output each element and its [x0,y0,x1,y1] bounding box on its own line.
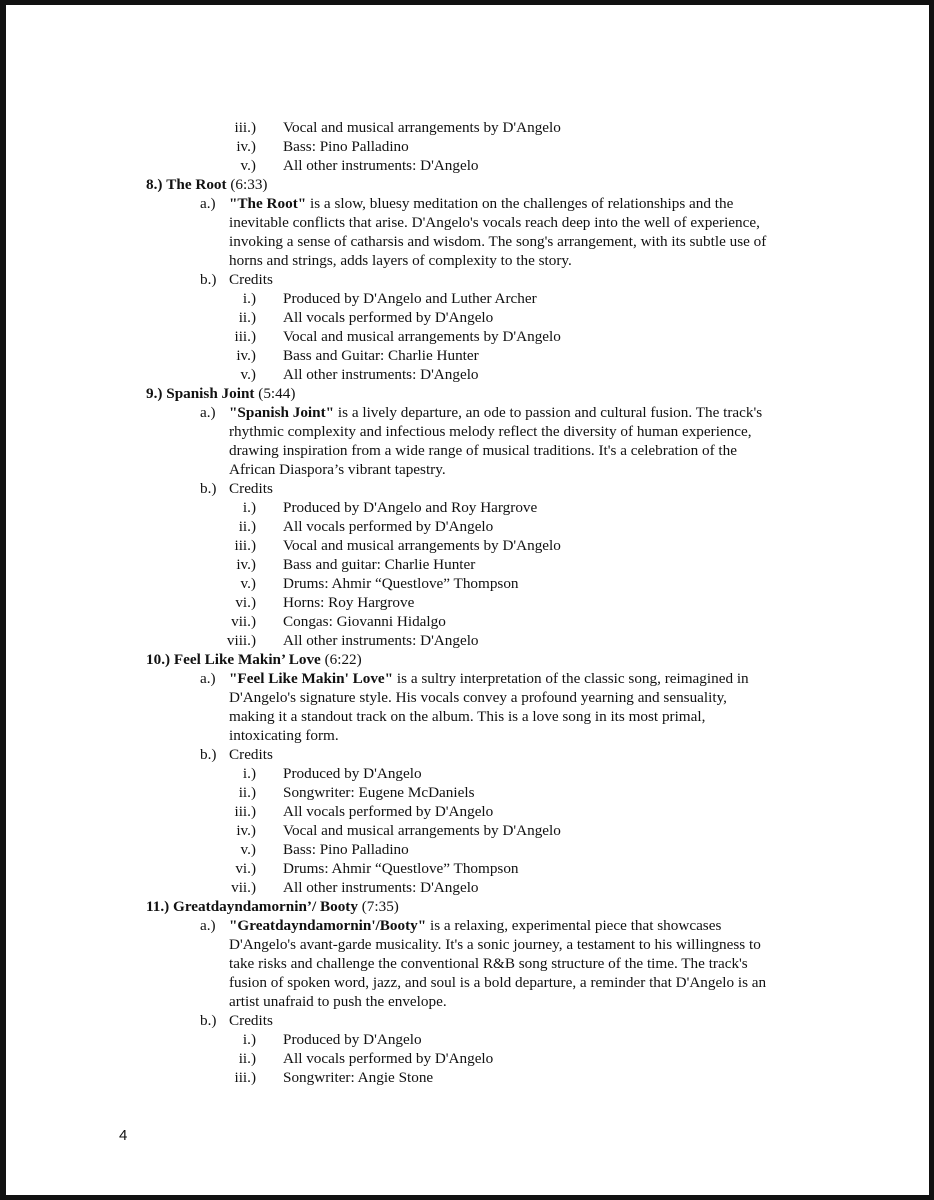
credit-number: iv.) [236,556,256,573]
description-line-text: making it a standout track on the album. This is a love song in its most primal, [229,708,706,725]
credit-number: i.) [242,290,256,307]
credit-text: All vocals performed by D'Angelo [283,518,494,535]
credit-number: iv.) [236,822,256,839]
track-title: Feel Like Makin’ Love [173,651,321,668]
credit-number: vii.) [231,613,256,630]
track-number: 8.) [146,176,163,193]
credit-text: Vocal and musical arrangements by D'Angelo [283,119,561,136]
description-line-text: is a sultry interpretation of the classic song, reimagined in [393,670,749,687]
credit-number: vi.) [235,860,256,877]
credit-number: ii.) [238,1050,256,1067]
description-label: a.) [200,670,216,687]
description-song-title: "Greatdayndamornin'/Booty" [229,917,427,934]
credit-item [6,859,934,878]
description-line-text: D'Angelo's signature style. His vocals convey a profound yearning and sensuality, [229,689,727,706]
description-line-text: is a relaxing, experimental piece that showcases [426,917,722,934]
credit-text: Bass: Pino Palladino [283,841,409,858]
credit-item [6,137,934,156]
credit-item [6,593,934,612]
credit-item [6,555,934,574]
description-label: a.) [200,917,216,934]
credit-item [6,783,934,802]
credits-label: b.) [200,271,217,288]
credit-number: iii.) [234,537,256,554]
description-line [6,213,934,232]
track-title-line [146,897,399,916]
credit-text: All other instruments: D'Angelo [283,366,479,383]
credits-heading [6,745,934,764]
credit-item [6,327,934,346]
track-title: Spanish Joint [166,385,255,402]
description-line-text: artist unafraid to push the envelope. [229,993,447,1010]
description-line [6,916,934,935]
credit-number: vi.) [235,594,256,611]
credits-label: b.) [200,1012,217,1029]
description-line [6,688,934,707]
credit-text: All other instruments: D'Angelo [283,632,479,649]
credit-text: Bass: Pino Palladino [283,138,409,155]
credit-item [6,631,934,650]
credit-item [6,289,934,308]
credits-title: Credits [229,1012,273,1029]
credits-heading [6,479,934,498]
track-heading [6,175,934,194]
description-text [229,669,749,688]
description-label: a.) [200,195,216,212]
credit-text: Vocal and musical arrangements by D'Angelo [283,822,561,839]
description-line-text: is a slow, bluesy meditation on the challenges of relationships and the [306,195,734,212]
credit-text: All other instruments: D'Angelo [283,879,479,896]
track-heading [6,897,934,916]
credit-number: ii.) [238,784,256,801]
track-title-line [146,175,268,194]
credit-number: vii.) [231,879,256,896]
track-list [6,118,934,1087]
description-line [6,422,934,441]
credit-text: Vocal and musical arrangements by D'Angelo [283,537,561,554]
credit-text: All vocals performed by D'Angelo [283,309,494,326]
credit-item [6,346,934,365]
credit-text: Produced by D'Angelo and Roy Hargrove [283,499,538,516]
description-song-title: "The Root" [229,195,307,212]
credits-label: b.) [200,480,217,497]
credit-number: iv.) [236,347,256,364]
credit-text: All vocals performed by D'Angelo [283,1050,494,1067]
credit-text: Produced by D'Angelo [283,765,422,782]
credit-item [6,498,934,517]
description-line [6,441,934,460]
description-line-text: intoxicating form. [229,727,339,744]
credit-item [6,764,934,783]
credit-number: iii.) [234,1069,256,1086]
track-duration: (7:35) [361,898,399,915]
description-line [6,935,934,954]
description-line-text: horns and strings, adds layers of complexity to the story. [229,252,572,269]
credit-item [6,802,934,821]
credit-item [6,1049,934,1068]
track-title: Greatdayndamornin’/ Booty [173,898,358,915]
credit-item [6,840,934,859]
credit-item [6,821,934,840]
credit-text: Songwriter: Angie Stone [283,1069,434,1086]
credit-item [6,517,934,536]
credit-item [6,308,934,327]
description-line-text: inevitable conflicts that arise. D'Angelo's vocals reach deep into the well of experience, [229,214,760,231]
description-line-text: invoking a sense of catharsis and wisdom. The song's arrangement, with its subtle use of [229,233,767,250]
track-number: 9.) [146,385,163,402]
description-text [229,403,762,422]
description-line [6,707,934,726]
credit-item [6,1068,934,1087]
credits-title: Credits [229,480,273,497]
description-line-text: rhythmic complexity and infectious melody reflect the diversity of human experience, [229,423,752,440]
description-line-text: fusion of spoken word, jazz, and soul is a bold departure, a reminder that D'Angelo is an [229,974,767,991]
credit-number: i.) [242,499,256,516]
description-label: a.) [200,404,216,421]
credit-text: Bass and Guitar: Charlie Hunter [283,347,479,364]
credit-item [6,156,934,175]
page-number: 4 [119,1127,128,1144]
description-line-text: African Diaspora’s vibrant tapestry. [229,461,446,478]
credit-number: iv.) [236,138,256,155]
credits-heading [6,1011,934,1030]
description-line [6,403,934,422]
credit-text: Congas: Giovanni Hidalgo [283,613,446,630]
track-title-line [146,650,362,669]
credits-title: Credits [229,746,273,763]
credit-number: v.) [240,157,256,174]
description-text [229,916,721,935]
description-line [6,194,934,213]
credit-number: i.) [242,1031,256,1048]
credit-item [6,536,934,555]
track-number: 10.) [146,651,171,668]
description-line [6,973,934,992]
credit-text: Produced by D'Angelo [283,1031,422,1048]
description-text [229,194,733,213]
track-duration: (6:22) [324,651,362,668]
credit-text: Produced by D'Angelo and Luther Archer [283,290,537,307]
credit-number: v.) [240,366,256,383]
description-line-text: take risks and challenge the conventional R&B song structure of the time. The track's [229,955,748,972]
description-song-title: "Feel Like Makin' Love" [229,670,394,687]
description-line [6,251,934,270]
credit-item [6,1030,934,1049]
credit-text: Bass and guitar: Charlie Hunter [283,556,476,573]
track-number: 11.) [146,898,170,915]
credits-heading [6,270,934,289]
credit-number: iii.) [234,803,256,820]
credit-number: v.) [240,575,256,592]
description-line [6,954,934,973]
credit-number: iii.) [234,328,256,345]
credit-text: All vocals performed by D'Angelo [283,803,494,820]
credit-text: Songwriter: Eugene McDaniels [283,784,475,801]
credit-text: Vocal and musical arrangements by D'Angelo [283,328,561,345]
description-line [6,726,934,745]
description-line-text: drawing inspiration from a wide range of musical traditions. It's a celebration of the [229,442,737,459]
credit-number: ii.) [238,309,256,326]
description-line-text: D'Angelo's avant-garde musicality. It's a sonic journey, a testament to his willingness to [229,936,761,953]
credit-text: Drums: Ahmir “Questlove” Thompson [283,575,519,592]
credit-number: iii.) [234,119,256,136]
credit-number: viii.) [226,632,256,649]
credit-number: i.) [242,765,256,782]
track-duration: (6:33) [230,176,268,193]
credit-text: Drums: Ahmir “Questlove” Thompson [283,860,519,877]
track-heading [6,384,934,403]
description-line [6,232,934,251]
credits-label: b.) [200,746,217,763]
description-song-title: "Spanish Joint" [229,404,335,421]
credit-number: ii.) [238,518,256,535]
credit-text: All other instruments: D'Angelo [283,157,479,174]
track-duration: (5:44) [258,385,296,402]
credit-text: Horns: Roy Hargrove [283,594,415,611]
description-line [6,992,934,1011]
description-line [6,460,934,479]
credit-item [6,574,934,593]
credit-item [6,612,934,631]
credit-item [6,118,934,137]
description-line [6,669,934,688]
description-line-text: is a lively departure, an ode to passion and cultural fusion. The track's [334,404,763,421]
credit-item [6,365,934,384]
track-title: The Root [166,176,227,193]
track-heading [6,650,934,669]
credit-number: v.) [240,841,256,858]
track-title-line [146,384,295,403]
credit-item [6,878,934,897]
credits-title: Credits [229,271,273,288]
